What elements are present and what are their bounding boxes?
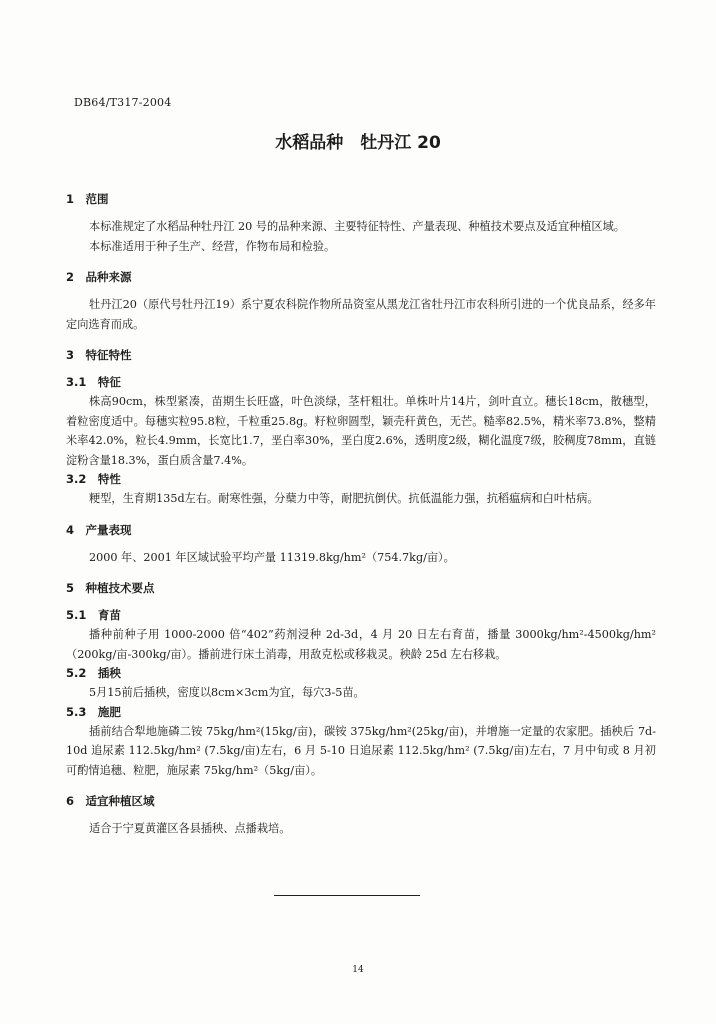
section-heading: 6 适宜种植区域 — [66, 794, 155, 808]
section-region — [66, 792, 656, 839]
paragraph: 粳型，生育期135d左右。耐寒性强，分蘖力中等，耐肥抗倒伏。抗低温能力强，抗稻瘟病和白叶枯病。 — [89, 492, 599, 505]
paragraph: 2000 年、2001 年区域试验平均产量 11319.8kg/hm²（754.7kg/亩）。 — [89, 550, 455, 564]
subsection-heading: 5.2 插秧 — [66, 666, 121, 680]
paragraph: 本标准适用于种子生产、经营，作物布局和检验。 — [89, 239, 336, 253]
document-title: 水稻品种 牡丹江 20 — [275, 133, 441, 153]
section-cultivation — [66, 579, 656, 780]
section-origin — [66, 268, 656, 334]
document-body — [66, 190, 656, 839]
paragraph: 播种前种子用 1000-2000 倍“402”药剂浸种 2d-3d，4 月 20 日左右育苗，播量 3000kg/hm²-4500kg/hm²（200kg/亩-300kg/亩）。播前进行床土消毒，用敌克松或移栽灵。秧龄 25d 左右移栽。 — [66, 628, 656, 661]
section-heading: 3 特征特性 — [66, 348, 132, 362]
paragraph: 适合于宁夏黄灌区各县插秧、点播栽培。 — [89, 822, 291, 835]
section-heading: 2 品种来源 — [66, 270, 132, 284]
section-heading: 1 范围 — [66, 192, 109, 206]
paragraph: 插前结合犁地施磷二铵 75kg/hm²(15kg/亩)，碳铵 375kg/hm²(25kg/亩)，并增施一定量的农家肥。插秧后 7d-10d 追尿素 112.5kg/hm² (7.5kg/亩)左右，6 月 5-10 日追尿素 112.5kg/hm² (7.5kg/亩)左右，7 月中旬或 8 月初可酌情追穗、粒肥，施尿素 75kg/hm²（5kg/亩）。 — [66, 724, 656, 777]
section-characteristics — [66, 346, 656, 509]
paragraph: 牡丹江20（原代号牡丹江19）系宁夏农科院作物所品资室从黑龙江省牡丹江市农科所引进的一个优良品系，经多年定向选育而成。 — [66, 298, 656, 331]
subsection-heading: 5.3 施肥 — [66, 704, 121, 719]
paragraph: 株高90cm，株型紧凑，苗期生长旺盛，叶色淡绿，茎杆粗壮。单株叶片14片，剑叶直立。穗长18cm，散穗型，着粒密度适中。每穗实粒95.8粒，千粒重25.8g。籽粒卵圆型，颖壳秆黄色，无芒。糙率82.5%，精米率73.8%，整精米率42.0%，粒长4.9mm，长宽比1.7，垩白率30%，垩白度2.6%，透明度2级，糊化温度7级，胶稠度78mm，直链淀粉含量18.3%，蛋白质含量7.4%。 — [66, 395, 656, 467]
section-heading: 4 产量表现 — [66, 522, 132, 537]
paragraph: 5月15前后插秧，密度以8cm×3cm为宜，每穴3-5苗。 — [89, 686, 365, 699]
section-heading: 5 种植技术要点 — [66, 581, 155, 595]
section-yield — [66, 521, 656, 568]
subsection-heading: 3.1 特征 — [66, 375, 121, 389]
end-rule — [274, 895, 420, 896]
standard-code: DB64/T317-2004 — [74, 96, 172, 109]
subsection-heading: 3.2 特性 — [66, 472, 121, 486]
section-scope — [66, 190, 656, 256]
subsection-heading: 5.1 育苗 — [66, 608, 121, 622]
paragraph: 本标准规定了水稻品种牡丹江 20 号的品种来源、主要特征特性、产量表现、种植技术要点及适宜种植区域。 — [89, 220, 625, 233]
page-number: 14 — [352, 965, 364, 975]
